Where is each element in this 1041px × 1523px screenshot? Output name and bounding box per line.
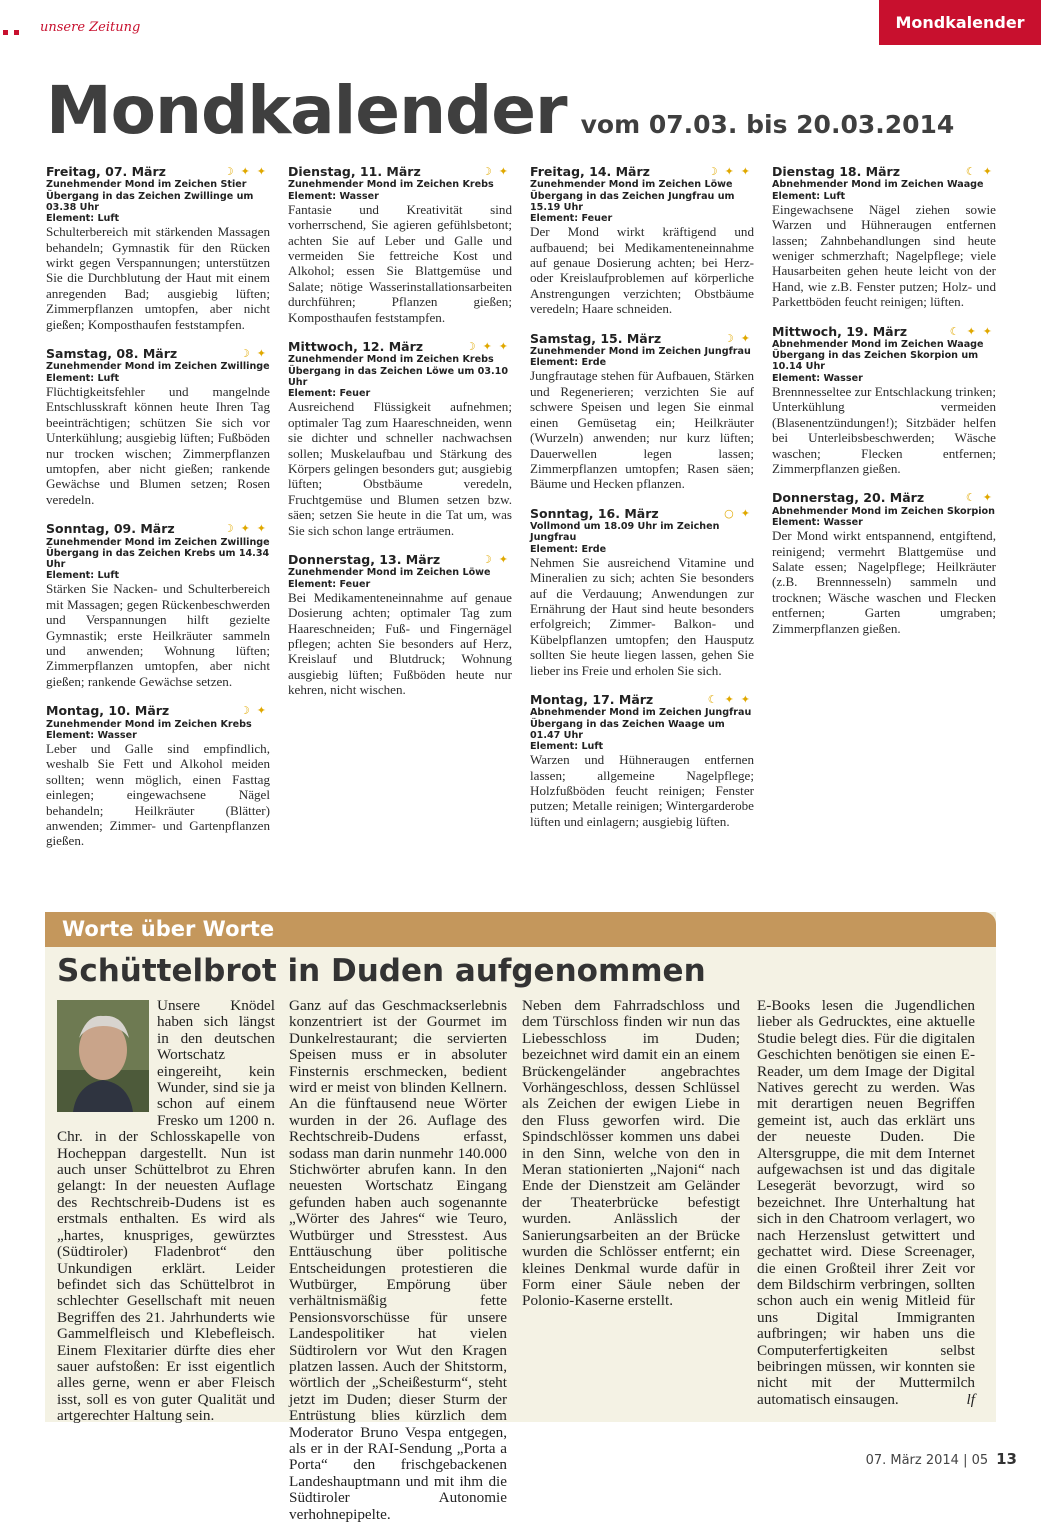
entry-text: Brennnesseltee zur Entschlackung trinken; Unterkühlung vermeiden (Blasenentzündungen!); Sitzbäder helfen bei Unterleibsbeschwerden; Wäsche waschen; Flecken entfernen; Zimmerpflanzen gießen. bbox=[772, 383, 996, 476]
entry-info: Zunehmender Mond im Zeichen Krebs Übergang in das Zeichen Löwe um 03.10 Uhr bbox=[288, 354, 508, 388]
entry-text: Der Mond wirkt entspannend, entgiftend, reinigend; vermehrt Blattgemüse und Salate essen; Nagelpflege; Heilkräuter (z.B. Brennnesseln) sammeln und trocknen; Wäsche waschen und Flecken entfernen; Garten umgraben; Zimmerpflanzen gießen. bbox=[772, 528, 996, 636]
zodiac-sign-icon: ✦ bbox=[740, 165, 750, 178]
entry-text: Bei Medikamenteneinnahme auf genaue Dosierung achten; optimaler Tag zum Haareschneiden; Fuß- und Fingernägel pflegen; achten Sie besonders auf Herz, Kreislauf und Blutdruck; Wohnung ausgiebig lüften; Fußböden heute nur kehren, nicht wischen. bbox=[288, 589, 512, 698]
zodiac-sign-icon: ✦ bbox=[482, 340, 492, 354]
calendar-entry bbox=[288, 339, 512, 538]
calendar-entry bbox=[530, 331, 754, 492]
footer-date: 07. März 2014 | 05 bbox=[865, 1453, 989, 1468]
page-number: 13 bbox=[996, 1450, 1017, 1468]
entry-info: Zunehmender Mond im Zeichen Krebs bbox=[46, 718, 252, 730]
moon-phase-icon: ☽ bbox=[481, 552, 492, 566]
moon-phase-icon: ☽ bbox=[239, 704, 250, 718]
entry-element: Element: Feuer bbox=[288, 388, 371, 400]
entry-info: Abnehmender Mond im Zeichen Waage Übergang in das Zeichen Skorpion um 10.14 Uhr bbox=[772, 339, 984, 373]
moon-phase-icon: ☽ bbox=[723, 331, 734, 345]
entry-text: Fantasie und Kreativität sind vorherrschend, Sie agieren gefühlsbetont; achten Sie auf Leber und Galle und vermeiden Sie fettreiche Kost und Alkohol; essen Sie Blattgemüse und Salate; nötige Wasserinstallationsarbeiten durchführen; Pflanzen gießen; Komposthaufen feststampfen. bbox=[288, 201, 512, 325]
moon-phase-icon: ☽ bbox=[223, 522, 234, 536]
zodiac-sign-icon: ✦ bbox=[498, 552, 508, 566]
entry-element: Element: Feuer bbox=[288, 578, 371, 590]
zodiac-sign-icon: ✦ bbox=[240, 522, 250, 536]
author-signature: lf bbox=[966, 1390, 975, 1408]
zodiac-sign-icon: ✦ bbox=[256, 165, 266, 178]
brand-logo: unsere Zeitung bbox=[40, 20, 141, 35]
moon-phase-icon: ☾ bbox=[707, 692, 718, 706]
calendar-column-2 bbox=[288, 164, 512, 712]
accent-square bbox=[3, 30, 8, 35]
page-title bbox=[46, 72, 954, 149]
moon-phase-icon: ☾ bbox=[965, 491, 976, 505]
entry-element: Element: Erde bbox=[530, 543, 607, 555]
entry-info: Zunehmender Mond im Zeichen Löwe Übergang in das Zeichen Jungfrau um 15.19 Uhr bbox=[530, 179, 735, 213]
title-main: Mondkalender bbox=[46, 72, 567, 149]
moon-phase-icon: ☽ bbox=[707, 165, 718, 178]
entry-day: Montag, 17. März bbox=[530, 691, 654, 707]
article-text: Neben dem Fahrradschloss und dem Türschloss finden wir nun das Liebesschloss im Duden; bezeichnet wird damit ein an einem Brückengeländer angebrachtes Vorhängeschloss, dessen Schlüssel als Zeichen der ewigen Liebe in den Fluss geworfen wird. Die Spindschlösser kommen uns dabei in den Sinn, welche von den in Meran stationierten „Najoni“ nach Ende der Dienstzeit am Geländer der Theaterbrücke befestigt wurden. Anlässlich der Sanierungsarbeiten an der Brücke wurden die Schlösser entfernt; ein kleines Denkmal wurde dafür in Form einer Säule neben der Polonio-Kaserne erstellt. bbox=[522, 997, 740, 1310]
entry-day: Freitag, 14. März bbox=[530, 164, 650, 179]
entry-text: Schulterbereich mit stärkenden Massagen behandeln; Gymnastik für den Rücken wirkt gegen Verspannungen; unterstützen Sie die Durchblutung der Haut mit einem anregenden Bad; ausgiebig lüften; Zimmerpflanzen umtopfen, aber nicht gießen; Komposthaufen feststampfen. bbox=[46, 224, 270, 332]
zodiac-sign-icon: ✦ bbox=[982, 165, 992, 178]
word-section-header bbox=[45, 912, 996, 947]
entry-text: Der Mond wirkt kräftigend und aufbauend; bei Medikamenteneinnahme auf genaue Dosierung achten; bei Herz- oder Kreislaufproblemen auf körperliche Anstrengungen verzichten; Obstbäume veredeln; Haare schneiden. bbox=[530, 224, 754, 317]
entry-info: Zunehmender Mond im Zeichen Krebs bbox=[288, 179, 494, 191]
entry-text: Ausreichend Flüssigkeit aufnehmen; optimaler Tag zum Haareschneiden, wenn sie dichter und schneller nachwachsen sollen; Muskelaufbau und Stärkung des Körpers gelingen besonders gut; ausgiebig lüften; Obstbäume veredeln, Fruchtgemüse und Blumen setzen bzw. säen; setzen Sie heute in die Tat um, was Sie sich schon lange erträumen. bbox=[288, 399, 512, 538]
calendar-entry bbox=[288, 164, 512, 325]
calendar-entry bbox=[46, 703, 270, 849]
calendar-entry bbox=[46, 521, 270, 689]
entry-day: Dienstag 18. März bbox=[772, 164, 900, 179]
entry-day: Samstag, 15. März bbox=[530, 330, 662, 346]
moon-phase-icon: ☾ bbox=[965, 165, 976, 178]
portrait-photo bbox=[57, 1000, 149, 1112]
entry-info: Abnehmender Mond im Zeichen Waage bbox=[772, 179, 984, 191]
entry-text: Warzen und Hühneraugen entfernen lassen; allgemeine Nagelpflege; Holzfußböden feucht reinigen; Fenster putzen; Metalle reinigen; Wintergarderobe lüften und einlagern; ausgiebig lüften. bbox=[530, 752, 754, 829]
zodiac-sign-icon: ✦ bbox=[740, 692, 750, 706]
article-title: Schüttelbrot in Duden aufgenommen bbox=[57, 953, 706, 989]
entry-element: Element: Wasser bbox=[772, 516, 863, 528]
entry-day: Mittwoch, 12. März bbox=[288, 339, 424, 355]
entry-element: Element: Wasser bbox=[772, 372, 863, 384]
calendar-entry bbox=[288, 552, 512, 698]
entry-day: Sonntag, 16. März bbox=[530, 505, 659, 521]
moon-phase-icon: ☽ bbox=[223, 165, 234, 178]
entry-element: Element: Wasser bbox=[288, 190, 379, 202]
entry-info: Abnehmender Mond im Zeichen Jungfrau Übergang in das Zeichen Waage um 01.47 Uhr bbox=[530, 707, 752, 741]
entry-info: Vollmond um 18.09 Uhr im Zeichen Jungfrau bbox=[530, 521, 720, 544]
entry-text: Leber und Galle sind empfindlich, weshalb Sie Fett und Alkohol meiden sollten; wenn möglich, einen Fasttag einlegen; eingewachsene Nägel behandeln; Heilkräuter (Blätter) anwenden; Zimmer- und Gartenpflanzen gießen. bbox=[46, 741, 270, 849]
zodiac-sign-icon: ✦ bbox=[724, 692, 734, 706]
entry-text: Stärken Sie Nacken- und Schulterbereich mit Massagen; gegen Rückenbeschwerden und Verspannungen hilft gezielte Gymnastik; erste Heilkräuter sammeln und anwenden; Wohnung lüften; Zimmerpflanzen umtopfen, aber nicht gießen; rankende Gewächse setzen. bbox=[46, 581, 270, 689]
article-text: Unsere Knödel haben sich längst in den deutschen Wortschatz eingereiht, kein Wunder, sind sie ja schon auf einem Fresko um 1200 n. Chr. in der Schlosskapelle von Hocheppan dargestellt. Nun ist auch unser Schüttelbrot zu Ehren gelangt: In der neuesten Auflage des Rechtschreib-Dudens ist es erstmals enthalten. Es wird als „hartes, knuspriges, gewürztes (Südtiroler) Fladenbrot“ den Unkundigen erklärt. Leider befindet sich das Schüttelbrot in schlechter Gesellschaft mit neuen Begriffen des 21. Jahrhunderts wie Gammelfleisch und Klebefleisch. Einem Flexitarier dürfte dies eher sauer aufstoßen: Er isst eigentlich alles gerne, wenn er aber Fleisch isst, soll es von guter Qualität und artgerechter Haltung sein. bbox=[57, 997, 275, 1425]
entry-info: Zunehmender Mond im Zeichen Zwillinge Übergang in das Zeichen Krebs um 14.34 Uhr bbox=[46, 536, 270, 570]
article-column-3 bbox=[522, 998, 740, 1310]
zodiac-sign-icon: ✦ bbox=[256, 347, 266, 361]
calendar-entry bbox=[530, 164, 754, 317]
calendar-column-1 bbox=[46, 164, 270, 863]
zodiac-sign-icon: ✦ bbox=[498, 340, 508, 354]
entry-info: Zunehmender Mond im Zeichen Jungfrau bbox=[530, 346, 751, 358]
moon-phase-icon: ☽ bbox=[465, 340, 476, 354]
entry-text: Flüchtigkeitsfehler und mangelnde Entschlusskraft können heute Ihren Tag beeinträchtigen; schützen Sie sich vor Unterkühlung; ausgiebig lüften; Fußböden nur trocken wischen; Zimmerpflanzen umtopfen, aber nicht gießen; rankende Gewächse und Blumen setzen; Rosen veredeln. bbox=[46, 383, 270, 507]
zodiac-sign-icon: ✦ bbox=[256, 704, 266, 718]
entry-element: Element: Luft bbox=[772, 190, 846, 202]
entry-day: Freitag, 07. März bbox=[46, 164, 166, 179]
article-column-1 bbox=[57, 998, 275, 1425]
article-text: Ganz auf das Geschmackserlebnis konzentriert ist der Gourmet im Dunkelrestaurant; die servierten Speisen muss er in absoluter Finsternis erschmecken, bedient wird er meist von blinden Kellnern. An die fünftausend neue Wörter wurden in der 26. Auflage des Rechtschreib-Dudens erfasst, sodass man darin nunmehr 140.000 Stichwörter abrufen kann. In den neuesten Wortschatz Eingang gefunden haben auch sogenannte „Wörter des Jahres“ wie Teuro, Wutbürger und Stresstest. Aus Enttäuschung über politische Entscheidungen protestieren die Wutbürger, Empörung über verhältnismäßig fette Pensionsvorschüsse für unsere Landespolitiker hat vielen Südtirolern vor Wut den Kragen platzen lassen. Auch der Shitstorm, wörtlich der „Scheißesturm“, steht jetzt im Duden; dieser Sturm der Entrüstung blies kürzlich dem Moderator Bruno Vespa entgegen, als er in der RAI-Sendung „Porta a Porta“ den frischgebackenen Landeshauptmann und mit ihm die Südtiroler Autonomie verhohnepipelte. bbox=[289, 997, 507, 1523]
article-column-2 bbox=[289, 998, 507, 1523]
entry-element: Element: Luft bbox=[46, 570, 120, 582]
entry-text: Eingewachsene Nägel ziehen sowie Warzen und Hühneraugen entfernen lassen; Zahnbehandlungen sind heute weniger schmerzhaft; Nagelpflege; viele Hausarbeiten gehen heute leicht von der Hand, wie z.B. Fenster putzen; Holz- und Parkettböden feucht reinigen; lüften. bbox=[772, 201, 996, 310]
entry-element: Element: Feuer bbox=[530, 213, 613, 225]
calendar-entry bbox=[772, 164, 996, 310]
article-column-4 bbox=[757, 998, 975, 1408]
page-footer bbox=[866, 1450, 1017, 1468]
calendar-entry bbox=[772, 490, 996, 636]
article-text: E-Books lesen die Jugendlichen lieber als Gedrucktes, eine aktuelle Studie belegt dies. Für die digitalen Geschichten benötigen sie einen E-Reader, um dem Image der Digital Natives gerecht zu werden. Was mit derartigen neuen Begriffen gemeint ist, auch das erklärt uns der neueste Duden. Die Altersgruppe, die mit dem Internet aufgewachsen ist und das digitale Lesegerät bevorzugt, wird so bezeichnet. Ihre Unterhaltung hat sich in den Chatroom verlagert, wo nach Herzenslust getwittert und gechattet wird. Diese Screenager, die einen Großteil ihrer Zeit vor dem Bildschirm verbringen, sollten schon auch ein wenig Mitleid für uns Digital Immigranten aufbringen; wir haben uns die Computerfertigkeiten selbst beibringen müssen, wir konnten sie nicht mit der Muttermilch automatisch einsaugen. bbox=[757, 997, 975, 1408]
entry-info: Zunehmender Mond im Zeichen Stier Übergang in das Zeichen Zwillinge um 03.38 Uhr bbox=[46, 179, 254, 213]
entry-day: Donnerstag, 13. März bbox=[288, 551, 441, 567]
entry-element: Element: Wasser bbox=[46, 729, 137, 741]
entry-day: Sonntag, 09. März bbox=[46, 521, 175, 537]
moon-phase-icon: ☾ bbox=[949, 324, 960, 338]
entry-day: Donnerstag, 20. März bbox=[772, 490, 925, 506]
entry-day: Samstag, 08. März bbox=[46, 346, 178, 362]
zodiac-sign-icon: ✦ bbox=[740, 331, 750, 345]
word-section-label: Worte über Worte bbox=[62, 917, 275, 941]
full-moon-icon: ○ bbox=[724, 506, 734, 520]
entry-day: Montag, 10. März bbox=[46, 703, 170, 719]
calendar-entry bbox=[46, 164, 270, 332]
zodiac-sign-icon: ✦ bbox=[966, 324, 976, 338]
title-date-range: vom 07.03. bis 20.03.2014 bbox=[580, 110, 955, 139]
moon-phase-icon: ☽ bbox=[239, 347, 250, 361]
calendar-entry bbox=[530, 692, 754, 829]
entry-info: Zunehmender Mond im Zeichen Löwe bbox=[288, 567, 491, 579]
entry-day: Mittwoch, 19. März bbox=[772, 323, 908, 339]
calendar-entry bbox=[772, 324, 996, 477]
entry-element: Element: Luft bbox=[46, 213, 120, 225]
zodiac-sign-icon: ✦ bbox=[256, 522, 266, 536]
moon-phase-icon: ☽ bbox=[481, 165, 492, 178]
calendar-column-4 bbox=[772, 164, 996, 650]
zodiac-sign-icon: ✦ bbox=[724, 165, 734, 178]
calendar-entry bbox=[46, 346, 270, 507]
entry-element: Element: Luft bbox=[46, 372, 120, 384]
zodiac-sign-icon: ✦ bbox=[982, 324, 992, 338]
entry-text: Nehmen Sie ausreichend Vitamine und Mineralien zu sich; achten Sie besonders auf die Verdauung; Anwendungen zur Ernährung der Haut sind heute besonders erfolgreich; Zimmer- Balkon- und Kübelpflanzen umtopfen; den Hausputz sollten Sie heute liegen lassen, gehen Sie lieber ins Freie und erholen Sie sich. bbox=[530, 554, 754, 678]
entry-element: Element: Erde bbox=[530, 357, 607, 369]
section-tab: Mondkalender bbox=[879, 0, 1041, 45]
entry-info: Abnehmender Mond im Zeichen Skorpion bbox=[772, 505, 995, 517]
zodiac-sign-icon: ✦ bbox=[240, 165, 250, 178]
zodiac-sign-icon: ✦ bbox=[740, 506, 750, 520]
zodiac-sign-icon: ✦ bbox=[982, 491, 992, 505]
accent-square bbox=[14, 30, 19, 35]
zodiac-sign-icon: ✦ bbox=[498, 165, 508, 178]
entry-text: Jungfrautage stehen für Aufbauen, Stärken und Regenerieren; verzichten Sie auf schwere Speisen und legen Sie einmal einen Gemüsetag ein; Heilkräuter (Wurzeln) anwenden; nur kurz lüften; Dauerwellen legen lassen; Zimmerpflanzen umtopfen; Rasen säen; Bäume und Hecken pflanzen. bbox=[530, 368, 754, 492]
calendar-column-3 bbox=[530, 164, 754, 843]
entry-info: Zunehmender Mond im Zeichen Zwillinge bbox=[46, 361, 270, 373]
entry-day: Dienstag, 11. März bbox=[288, 164, 421, 179]
calendar-entry bbox=[530, 506, 754, 678]
entry-element: Element: Luft bbox=[530, 741, 604, 752]
